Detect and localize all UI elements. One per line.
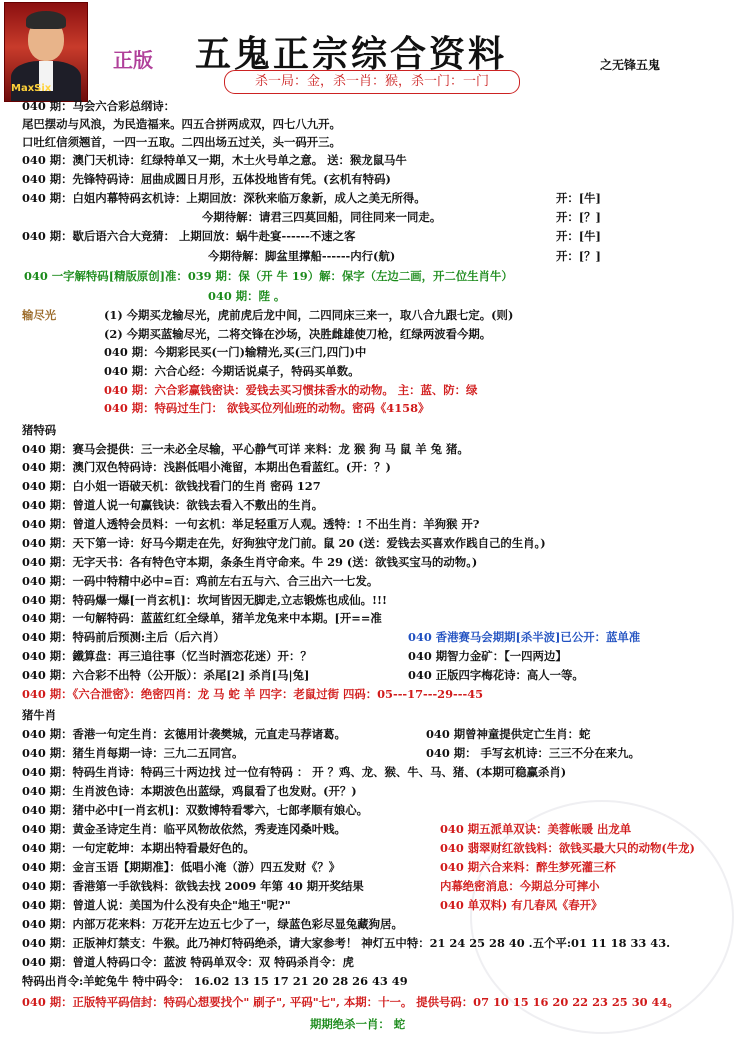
- content-line-10: 040 期：陛 。: [208, 289, 286, 303]
- content-line-40: 040 期：金言玉语【期期准】：低唱小淹（游）四五发财《？》: [22, 860, 341, 874]
- content-line-27: 040 期：一句解特码：蓝蓝红红全绿单，猪羊龙兔来中本期。[开==准: [22, 611, 382, 625]
- side-note-8: 040 期曾神童提供定亡生肖：蛇: [426, 727, 591, 741]
- content-line-9: 040 一字解特码[精版原创]准：039 期：保（开 牛 19）解：保字（左边二画，开二位生肖牛）: [24, 269, 513, 283]
- content-line-28: 040 期：特码前后预测:主后（后六肖）: [22, 630, 225, 644]
- content-line-21: 040 期：曾道人说一句赢钱诀：欲钱去看入不敷出的生肖。: [22, 498, 324, 512]
- side-note-9: 040 期： 手写玄机诗：三三不分在来九。: [426, 746, 640, 760]
- content-line-25: 040 期：一码中特精中必中=百：鸡前左右五与六、合三出六一七发。: [22, 574, 379, 588]
- content-line-37: 040 期：猪中必中[一肖玄机]：双数博特看零六，七郎孝顺有娘心。: [22, 803, 369, 817]
- content-line-46: 特码出肖令:羊蛇兔牛 特中码令： 16.02 13 15 17 21 20 28 26 43 49: [22, 974, 408, 988]
- content-line-31: 040 期：《六合泄密》：绝密四肖：龙 马 蛇 羊 四字：老鼠过街 四码：05---17---29---45: [22, 687, 484, 701]
- content-line-45: 040 期：曾道人特码口令：蓝波 特码单双令：双 特码杀肖令：虎: [22, 955, 354, 969]
- content-line-11: (1) 今期买龙输尽光，虎前虎后龙中间，二四同床三来一，取八合九跟七定。(则): [104, 308, 514, 322]
- content-line-41: 040 期：香港第一手欲钱料：欲钱去找 2009 年第 40 期开奖结果: [22, 879, 364, 893]
- side-note-6: 040 期智力金矿：【一四两边】: [408, 649, 567, 663]
- content-line-6: 今期待解：请君三四莫回船，同往同来一同走。: [202, 210, 442, 224]
- content-line-0: 040 期：马会六合彩总纲诗：: [22, 99, 176, 113]
- content-line-43: 040 期：内部万花来料：万花开左边五七少了一，绿蓝色彩尽显兔藏狗居。: [22, 917, 403, 931]
- content-line-19: 040 期：澳门双色特码诗：浅斟低唱小淹留，本期出色看蓝红。(开：？): [22, 460, 391, 474]
- content-line-33: 040 期：香港一句定生肖：玄德用计袭樊城，元直走马荐诸葛。: [22, 727, 346, 741]
- content-line-12: (2) 今期买蓝输尽光，二将交锋在沙场，决胜雌雄使刀枪，红绿两波看今期。: [104, 327, 492, 341]
- content-line-8: 今期待解：脚盆里撑船------内行(航): [208, 249, 396, 263]
- content-line-29: 040 期：鐵算盘：再三追往事（忆当时酒恋花迷）开：？: [22, 649, 312, 663]
- content-line-35: 040 期：特码生肖诗：特码三十两边找 过一位有特码 ： 开 ？鸡、龙、猴、牛、马、猪、(本期可稳赢杀肖): [22, 765, 567, 779]
- content-line-5: 040 期：白姐内幕特码玄机诗：上期回放：深秋来临万象新，成人之美无所得。: [22, 191, 426, 205]
- side-note-4: 输尽光: [22, 308, 57, 322]
- content-line-42: 040 期：曾道人说：美国为什么没有央企"地王"呢?": [22, 898, 291, 912]
- side-note-0: 开：[牛]: [556, 191, 601, 205]
- side-note-3: 开：[？]: [556, 249, 601, 263]
- content-line-14: 040 期：六合心经：今期话说桌子，特码买单数。: [104, 364, 360, 378]
- portrait-photo: [4, 2, 88, 102]
- content-line-23: 040 期：天下第一诗：好马今期走在先，好狗独守龙门前。鼠 20 (送：爱钱去买喜欢作践自己的生肖。): [22, 536, 546, 550]
- photo-logo: MaxSix: [11, 83, 52, 94]
- content-line-13: 040 期：今期彩民买(一门)输精光,买(三门,四门)中: [104, 345, 367, 359]
- content-line-17: 猪特码: [22, 423, 57, 437]
- side-note-5: 040 香港赛马会期期[杀半波]已公开：蓝单准: [408, 630, 641, 644]
- portrait-hair: [26, 11, 66, 29]
- side-note-14: 040 单双料) 有几春风《春开》: [440, 898, 603, 912]
- side-note-11: 040 翡翠财红欲钱料：欲钱买最大只的动物(牛龙): [440, 841, 695, 855]
- side-note-2: 开：[牛]: [556, 229, 601, 243]
- content-line-30: 040 期：六合彩不出特（公开版）：杀尾[2] 杀肖[马|兔]: [22, 668, 310, 682]
- page-title: 五鬼正宗综合资料: [195, 33, 508, 75]
- side-note-12: 040 期六合来料：醉生梦死灌三杯: [440, 860, 616, 874]
- content-line-20: 040 期：白小姐一语破天机：欲钱找看门的生肖 密码 127: [22, 479, 321, 493]
- content-line-26: 040 期：特码爆一爆[一肖玄机]：坎坷皆因无脚走,立志锻炼也成仙。!!!: [22, 593, 388, 607]
- content-line-2: 口吐红信须翘首，一四一五取。二四出场五过关，头一码开三。: [22, 135, 341, 149]
- content-line-16: 040 期：特码过生门： 欲钱买位列仙班的动物。密码《4158》: [104, 401, 430, 415]
- content-line-18: 040 期：赛马会提供：三一未必全尽输，平心静气可详 来料：龙 猴 狗 马 鼠 羊 兔 猪。: [22, 442, 469, 456]
- content-line-1: 尾巴摆动与风浪，为民造福来。四五合拼两成双，四七八九开。: [22, 117, 341, 131]
- content-line-4: 040 期：先锋特码诗：屈曲成圆日月形，五体投地皆有凭。(玄机有特码): [22, 172, 391, 186]
- side-note-13: 内幕绝密消息：今期总分可摔小: [440, 879, 600, 893]
- content-line-7: 040 期：歇后语六合大竞猜： 上期回放：蜗牛赴宴------不速之客: [22, 229, 356, 243]
- author-tag: 之无锋五鬼: [600, 58, 661, 72]
- side-note-10: 040 期五派单双诀：美蓉帐暖 出龙单: [440, 822, 632, 836]
- side-note-7: 040 正版四字梅花诗：高人一等。: [408, 668, 584, 682]
- side-note-1: 开：[？]: [556, 210, 601, 224]
- content-line-47: 040 期：正版特平码信封：特码心想要找个" 刷子", 平码"七", 本期：十一。 提供号码：07 10 15 16 20 22 23 25 30 44。: [22, 995, 679, 1009]
- content-line-48: 期期绝杀一肖： 蛇: [310, 1017, 406, 1031]
- content-line-38: 040 期：黄金圣诗定生肖：临平风物故依然，秀麦连冈桑叶贱。: [22, 822, 346, 836]
- content-line-39: 040 期：一句定乾坤：本期出特看最好色的。: [22, 841, 255, 855]
- content-line-15: 040 期：六合彩赢钱密诀：爱钱去买习惯抹香水的动物。 主：蓝、防：绿: [104, 383, 478, 397]
- content-line-34: 040 期：猪生肖每期一诗：三九二五同宫。: [22, 746, 244, 760]
- content-line-44: 040 期：正版神灯禁支：牛猴。此乃神灯特码绝杀，请大家参考！ 神灯五中特：21 24 25 28 40 .五个平:01 11 18 33 43.: [22, 936, 671, 950]
- badge-zhengban: 正版: [113, 48, 153, 72]
- content-line-22: 040 期：曾道人透特会员料：一句玄机：举足轻重万人观。透特：! 不出生肖：羊狗猴 开?: [22, 517, 480, 531]
- kill-line: 杀一局：金，杀一肖：猴，杀一门：一门: [224, 70, 520, 94]
- content-line-3: 040 期：澳门天机诗：红绿特单又一期，木土火号单之意。 送：猴龙鼠马牛: [22, 153, 407, 167]
- content-line-24: 040 期：无字天书：各有特色守本期，条条生肖守命来。牛 29 (送：欲钱买宝马的动物。): [22, 555, 478, 569]
- content-line-32: 猪牛肖: [22, 708, 57, 722]
- content-line-36: 040 期：生肖波色诗：本期波色出蓝绿，鸡鼠看了也发财。(开？): [22, 784, 357, 798]
